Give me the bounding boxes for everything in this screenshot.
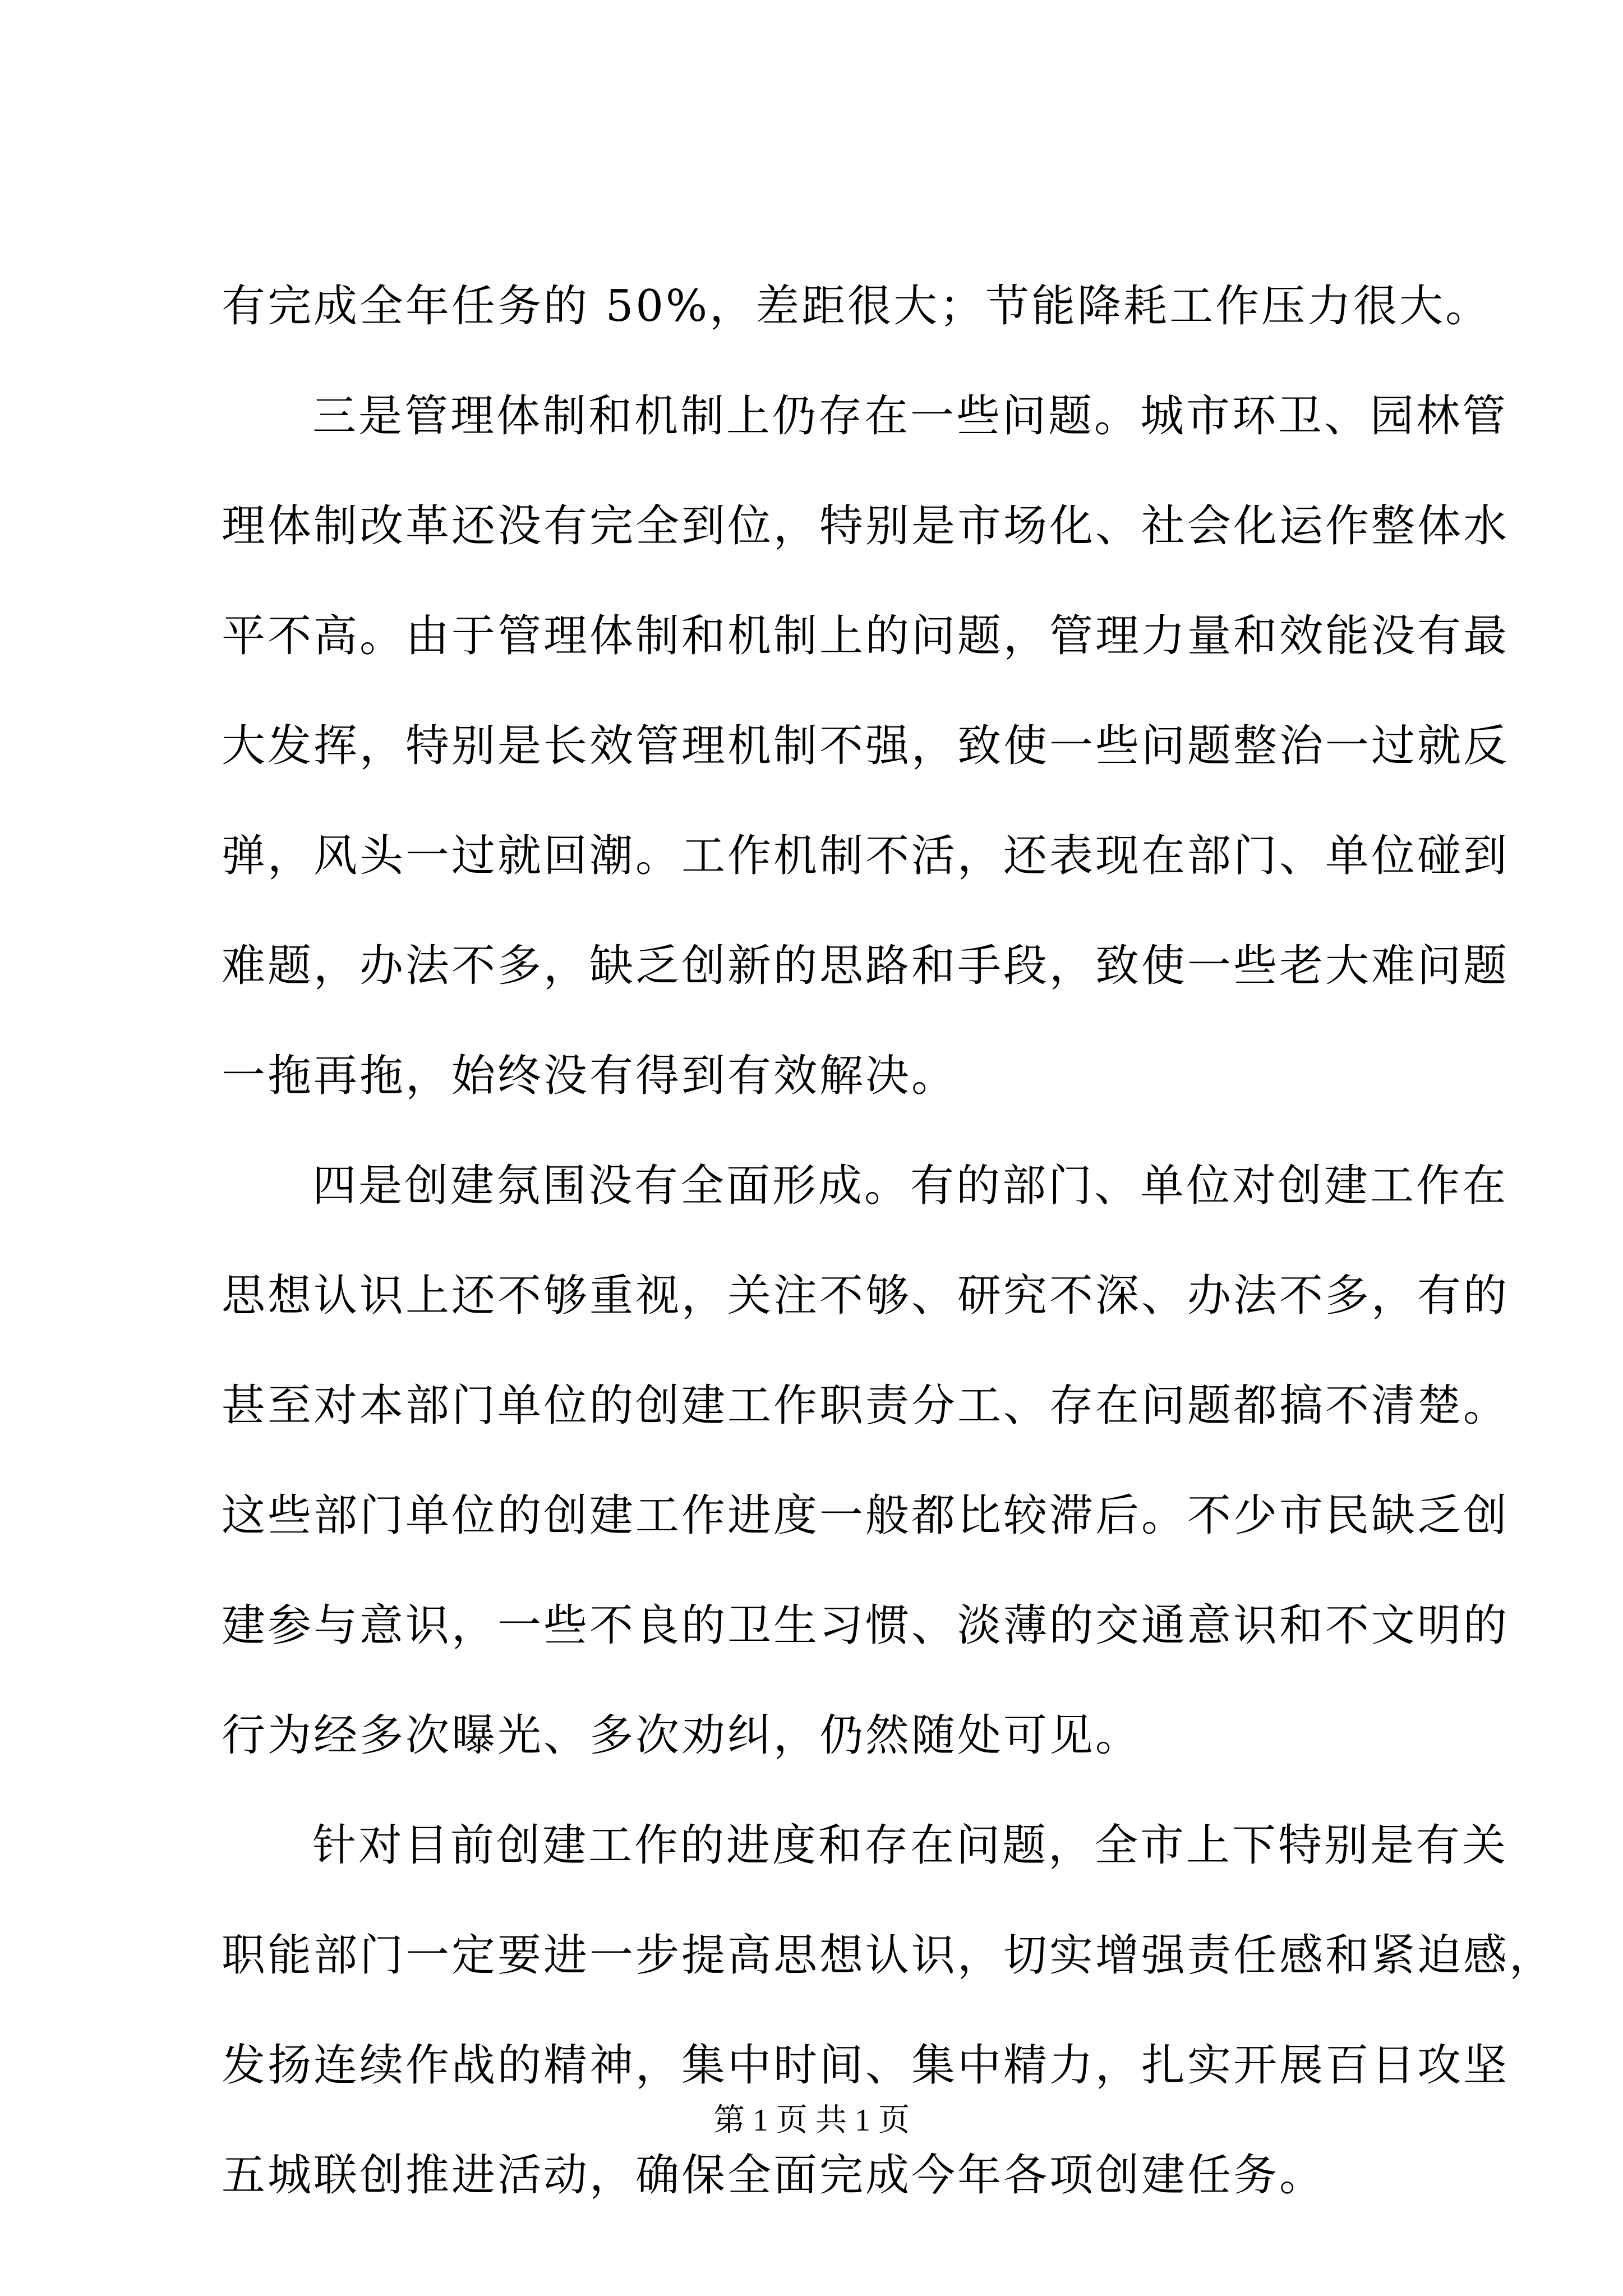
text-line: 有完成全年任务的 50%，差距很大；节能降耗工作压力很大。 xyxy=(222,281,1492,332)
text-line: 甚至对本部门单位的创建工作职责分工、存在问题都搞不清楚。 xyxy=(222,1381,1510,1431)
text-line: 职能部门一定要进一步提高思想认识，切实增强责任感和紧迫感， xyxy=(222,1930,1556,1981)
text-line: 一拖再拖，始终没有得到有效解决。 xyxy=(222,1051,958,1101)
text-line: 这些部门单位的创建工作进度一般都比较滞后。不少市民缺乏创 xyxy=(222,1490,1510,1541)
page-footer: 第 1 页 共 1 页 xyxy=(713,2103,910,2138)
document-body xyxy=(222,251,1556,2230)
text-line: 行为经多次曝光、多次劝纠，仍然随处可见。 xyxy=(222,1710,1142,1761)
text-line: 建参与意识，一些不良的卫生习惯、淡薄的交通意识和不文明的 xyxy=(222,1600,1510,1651)
paragraph-start-line: 三是管理体制和机制上仍存在一些问题。城市环卫、园林管 xyxy=(312,391,1509,441)
text-line: 弹，风头一过就回潮。工作机制不活，还表现在部门、单位碰到 xyxy=(222,831,1510,881)
text-line: 发扬连续作战的精神，集中时间、集中精力，扎实开展百日攻坚 xyxy=(222,2040,1510,2091)
paragraph-start-line: 针对目前创建工作的进度和存在问题，全市上下特别是有关 xyxy=(312,1820,1509,1871)
text-line: 思想认识上还不够重视，关注不够、研究不深、办法不多，有的 xyxy=(222,1271,1510,1321)
text-line: 五城联创推进活动，确保全面完成今年各项创建任务。 xyxy=(222,2150,1326,2201)
text-line: 大发挥，特别是长效管理机制不强，致使一些问题整治一过就反 xyxy=(222,721,1510,771)
text-line: 平不高。由于管理体制和机制上的问题，管理力量和效能没有最 xyxy=(222,611,1510,661)
paragraph-start-line: 四是创建氛围没有全面形成。有的部门、单位对创建工作在 xyxy=(312,1161,1509,1211)
text-line: 理体制改革还没有完全到位，特别是市场化、社会化运作整体水 xyxy=(222,501,1510,551)
text-line: 难题，办法不多，缺乏创新的思路和手段，致使一些老大难问题 xyxy=(222,941,1510,991)
